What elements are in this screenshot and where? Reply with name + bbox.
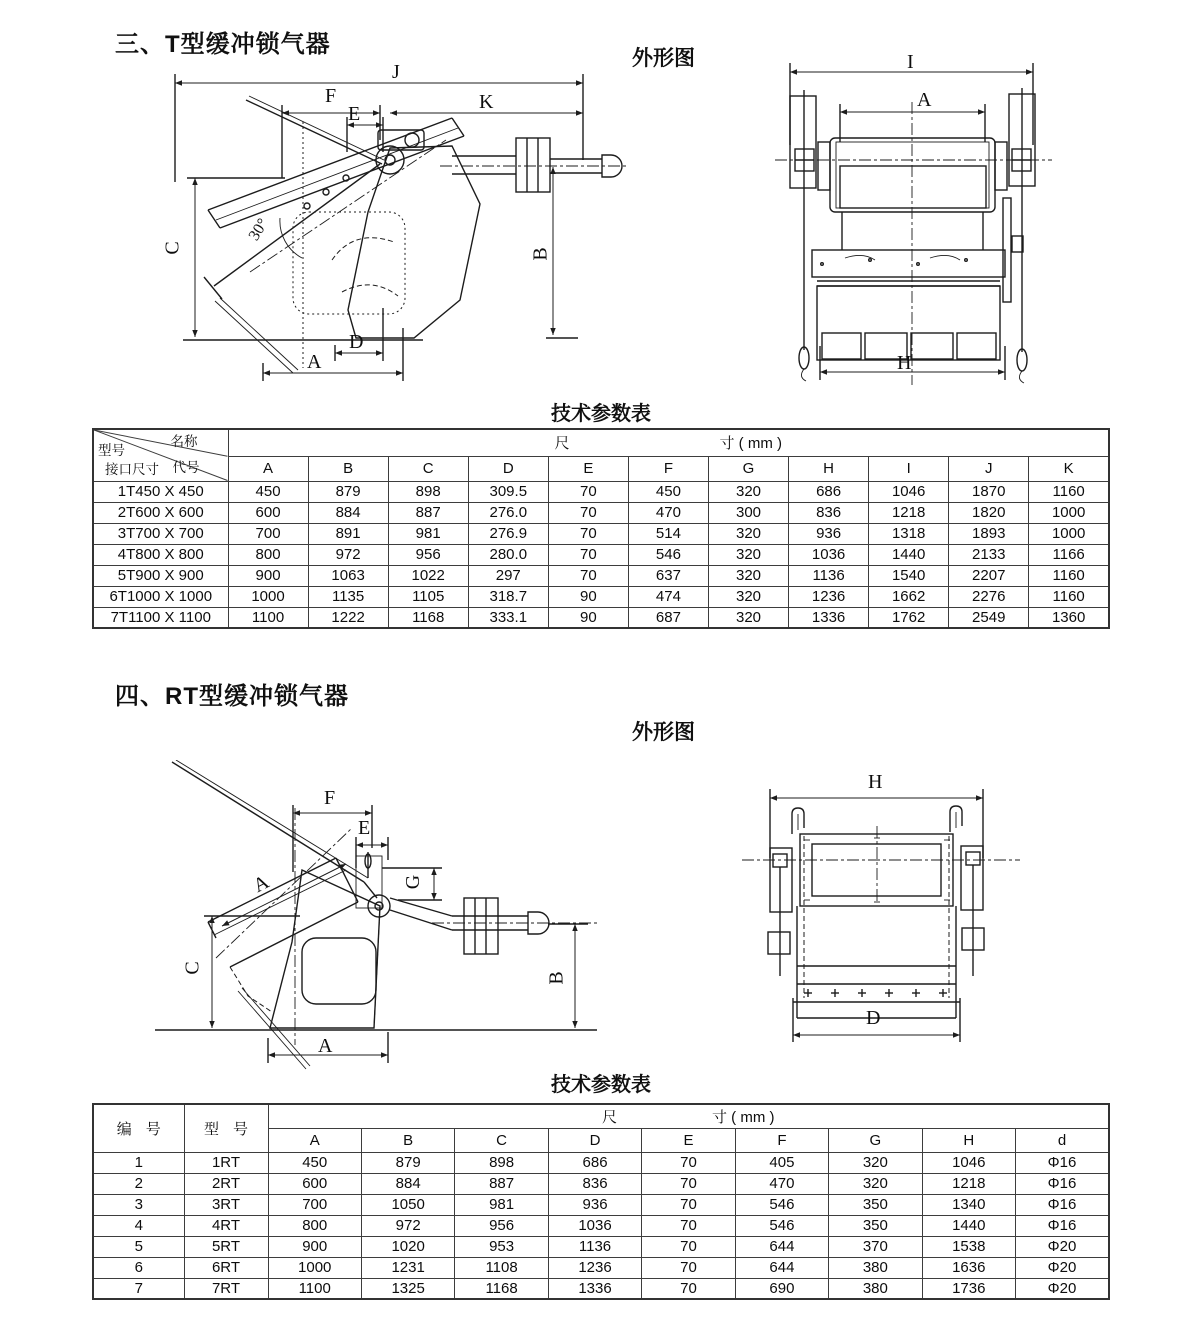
table-cell: 1136 <box>789 565 869 586</box>
table-cell: 280.0 <box>468 544 548 565</box>
column-header: D <box>548 1128 641 1152</box>
column-header: H <box>789 456 869 481</box>
column-header: d <box>1016 1128 1110 1152</box>
table-cell: 276.0 <box>468 502 548 523</box>
table-cell: 972 <box>308 544 388 565</box>
table-cell: 2207 <box>949 565 1029 586</box>
table-cell: 891 <box>308 523 388 544</box>
table-cell: 70 <box>642 1278 735 1299</box>
dim-header-left: 尺 <box>602 1108 618 1126</box>
number-cell: 3 <box>93 1194 184 1215</box>
table-cell: 276.9 <box>468 523 548 544</box>
table-row <box>93 1173 1109 1194</box>
table-cell: 70 <box>548 481 628 502</box>
model-cell: 1T450 X 450 <box>93 481 228 502</box>
table-cell: 981 <box>388 523 468 544</box>
column-header: C <box>388 456 468 481</box>
number-cell: 6 <box>93 1257 184 1278</box>
table-cell: 836 <box>548 1173 641 1194</box>
table-cell: 1222 <box>308 607 388 628</box>
table-row <box>93 607 1109 628</box>
table-cell: 70 <box>548 565 628 586</box>
table-cell: 637 <box>628 565 708 586</box>
table-cell: 90 <box>548 586 628 607</box>
table-cell: 1218 <box>922 1173 1015 1194</box>
table-cell: 953 <box>455 1236 548 1257</box>
table-cell: 1160 <box>1029 481 1109 502</box>
table-cell: 887 <box>455 1173 548 1194</box>
dim-label-A: A <box>917 89 932 111</box>
table-row <box>93 523 1109 544</box>
model-cell: 7RT <box>184 1278 268 1299</box>
table-row <box>93 586 1109 607</box>
dim-label-H: H <box>868 771 883 793</box>
table-cell: 546 <box>735 1215 828 1236</box>
table-cell: 1160 <box>1029 586 1109 607</box>
table-cell: 1318 <box>869 523 949 544</box>
table-cell: 2549 <box>949 607 1029 628</box>
column-header: E <box>548 456 628 481</box>
table-cell: Φ16 <box>1016 1194 1110 1215</box>
table-cell: 884 <box>361 1173 454 1194</box>
table-cell: 956 <box>388 544 468 565</box>
table-cell: 1762 <box>869 607 949 628</box>
table-cell: 898 <box>388 481 468 502</box>
table-cell: 936 <box>548 1194 641 1215</box>
table-cell: 1063 <box>308 565 388 586</box>
table-cell: 879 <box>308 481 388 502</box>
table-cell: 700 <box>228 523 308 544</box>
corner-label-name: 名称 <box>170 434 198 449</box>
table-cell: 1168 <box>455 1278 548 1299</box>
table-cell: 1000 <box>1029 502 1109 523</box>
table-cell: 320 <box>829 1152 922 1173</box>
model-cell: 1RT <box>184 1152 268 1173</box>
model-cell: 5RT <box>184 1236 268 1257</box>
table-row <box>93 544 1109 565</box>
table-cell: 800 <box>228 544 308 565</box>
table-cell: 380 <box>829 1278 922 1299</box>
table-cell: 600 <box>268 1173 361 1194</box>
table-cell: 320 <box>708 586 788 607</box>
table-cell: 90 <box>548 607 628 628</box>
column-header: I <box>869 456 949 481</box>
column-header: B <box>361 1128 454 1152</box>
table-cell: 350 <box>829 1215 922 1236</box>
section-rt-outline-label: 外形图 <box>632 721 695 744</box>
rt-type-parameter-table <box>92 1103 1110 1300</box>
dim-label-B: B <box>529 247 552 261</box>
rt-type-table-body <box>93 1152 1109 1299</box>
column-header: E <box>642 1128 735 1152</box>
table-cell: 70 <box>642 1173 735 1194</box>
dim-header-right: 寸 ( mm ) <box>712 1108 775 1126</box>
t-type-parameter-table <box>92 428 1110 629</box>
model-cell: 4RT <box>184 1215 268 1236</box>
table-cell: 1100 <box>228 607 308 628</box>
table-cell: 546 <box>628 544 708 565</box>
table-cell: 686 <box>548 1152 641 1173</box>
dimension-span-header <box>228 429 1109 456</box>
table-cell: 450 <box>628 481 708 502</box>
dim-header-right: 寸 ( mm ) <box>719 435 782 453</box>
table-cell: 70 <box>642 1215 735 1236</box>
table-cell: 474 <box>628 586 708 607</box>
table-cell: 350 <box>829 1194 922 1215</box>
table-cell: 1336 <box>789 607 869 628</box>
rt-type-side-view-linework <box>150 760 630 1070</box>
table-cell: 1820 <box>949 502 1029 523</box>
table-cell: 70 <box>642 1257 735 1278</box>
table-row <box>93 481 1109 502</box>
rt-type-front-view-drawing <box>740 770 1070 1060</box>
table-cell: 320 <box>708 481 788 502</box>
table-row <box>93 1152 1109 1173</box>
table-cell: 1136 <box>548 1236 641 1257</box>
table-cell: 1893 <box>949 523 1029 544</box>
column-header: F <box>735 1128 828 1152</box>
table-cell: 1440 <box>869 544 949 565</box>
table-cell: 1160 <box>1029 565 1109 586</box>
column-header-number: 编号 <box>93 1104 184 1152</box>
column-letter-row <box>93 456 1109 481</box>
table-cell: 836 <box>789 502 869 523</box>
section-rt-heading: 四、RT型缓冲锁气器 <box>115 683 349 710</box>
table-cell: 1736 <box>922 1278 1015 1299</box>
table-cell: 686 <box>789 481 869 502</box>
table-cell: 1336 <box>548 1278 641 1299</box>
section-t-outline-label: 外形图 <box>632 47 695 70</box>
dim-label-A-diagonal: A <box>249 870 273 898</box>
table-cell: 1166 <box>1029 544 1109 565</box>
table-cell: 318.7 <box>468 586 548 607</box>
t-type-table-body <box>93 481 1109 628</box>
table-cell: 981 <box>455 1194 548 1215</box>
table-row <box>93 1257 1109 1278</box>
number-cell: 5 <box>93 1236 184 1257</box>
table-cell: 1360 <box>1029 607 1109 628</box>
table-cell: Φ20 <box>1016 1236 1110 1257</box>
table-cell: 470 <box>735 1173 828 1194</box>
table-cell: 380 <box>829 1257 922 1278</box>
table-cell: 1020 <box>361 1236 454 1257</box>
table-cell: 320 <box>708 565 788 586</box>
table-cell: 70 <box>548 502 628 523</box>
model-cell: 3T700 X 700 <box>93 523 228 544</box>
table-cell: 320 <box>708 523 788 544</box>
column-header: K <box>1029 456 1109 481</box>
dim-label-D: D <box>349 331 364 353</box>
dim-label-angle: 30° <box>245 215 272 244</box>
table-cell: 956 <box>455 1215 548 1236</box>
dim-label-J: J <box>392 61 400 83</box>
table-cell: 800 <box>268 1215 361 1236</box>
table-cell: 320 <box>829 1173 922 1194</box>
table-row <box>93 1215 1109 1236</box>
table-row <box>93 1236 1109 1257</box>
table-cell: 514 <box>628 523 708 544</box>
table-cell: 1046 <box>869 481 949 502</box>
table-cell: 972 <box>361 1215 454 1236</box>
table-cell: 320 <box>708 607 788 628</box>
model-cell: 5T900 X 900 <box>93 565 228 586</box>
column-header: A <box>228 456 308 481</box>
dim-label-E: E <box>358 817 371 839</box>
table-cell: 690 <box>735 1278 828 1299</box>
table-cell: 1340 <box>922 1194 1015 1215</box>
dim-header-left: 尺 <box>554 435 570 453</box>
rt-type-front-view-linework <box>740 770 1070 1060</box>
dim-label-B: B <box>545 971 568 985</box>
column-header: J <box>949 456 1029 481</box>
table-cell: 1538 <box>922 1236 1015 1257</box>
table-cell: 450 <box>228 481 308 502</box>
number-cell: 1 <box>93 1152 184 1173</box>
column-header: A <box>268 1128 361 1152</box>
table-row <box>93 1194 1109 1215</box>
model-cell: 2RT <box>184 1173 268 1194</box>
table-cell: 370 <box>829 1236 922 1257</box>
table-cell: 900 <box>228 565 308 586</box>
dimension-span-header <box>268 1104 1109 1128</box>
table-cell: 297 <box>468 565 548 586</box>
number-cell: 4 <box>93 1215 184 1236</box>
table-cell: 1105 <box>388 586 468 607</box>
table-cell: 900 <box>268 1236 361 1257</box>
table-cell: 1050 <box>361 1194 454 1215</box>
table-cell: 70 <box>548 523 628 544</box>
table-cell: 333.1 <box>468 607 548 628</box>
table-cell: 600 <box>228 502 308 523</box>
table-cell: 884 <box>308 502 388 523</box>
table-cell: 320 <box>708 544 788 565</box>
table-cell: 2276 <box>949 586 1029 607</box>
table-row <box>93 502 1109 523</box>
table-cell: 70 <box>642 1236 735 1257</box>
table-cell: Φ16 <box>1016 1152 1110 1173</box>
rt-type-parameter-table-wrap <box>92 1103 1110 1300</box>
rt-type-table-title: 技术参数表 <box>551 1074 651 1096</box>
table-cell: 1540 <box>869 565 949 586</box>
table-header-row <box>93 1104 1109 1128</box>
number-cell: 2 <box>93 1173 184 1194</box>
dim-label-C: C <box>161 241 184 255</box>
table-cell: 1236 <box>789 586 869 607</box>
table-cell: 70 <box>642 1152 735 1173</box>
dim-label-H: H <box>897 352 912 374</box>
table-row <box>93 1278 1109 1299</box>
table-cell: 687 <box>628 607 708 628</box>
t-type-parameter-table-wrap <box>92 428 1110 629</box>
column-header: B <box>308 456 388 481</box>
table-cell: 70 <box>548 544 628 565</box>
table-cell: 546 <box>735 1194 828 1215</box>
dim-label-A: A <box>307 351 322 373</box>
table-cell: 644 <box>735 1257 828 1278</box>
table-cell: 1108 <box>455 1257 548 1278</box>
table-cell: 1236 <box>548 1257 641 1278</box>
table-cell: 1046 <box>922 1152 1015 1173</box>
table-cell: 1662 <box>869 586 949 607</box>
table-cell: Φ16 <box>1016 1215 1110 1236</box>
table-cell: 405 <box>735 1152 828 1173</box>
model-cell: 3RT <box>184 1194 268 1215</box>
table-cell: Φ20 <box>1016 1257 1110 1278</box>
table-cell: 1100 <box>268 1278 361 1299</box>
table-cell: 1870 <box>949 481 1029 502</box>
table-cell: Φ20 <box>1016 1278 1110 1299</box>
dim-label-G: G <box>402 874 425 890</box>
table-cell: 309.5 <box>468 481 548 502</box>
rt-type-side-view-drawing <box>150 760 630 1070</box>
table-cell: 70 <box>642 1194 735 1215</box>
table-header-row <box>93 429 1109 456</box>
table-cell: 1022 <box>388 565 468 586</box>
table-cell: 1325 <box>361 1278 454 1299</box>
column-header: G <box>829 1128 922 1152</box>
table-cell: 1231 <box>361 1257 454 1278</box>
corner-label-model: 型号 <box>98 443 125 458</box>
t-type-side-view-linework <box>150 60 630 400</box>
table-cell: 1000 <box>228 586 308 607</box>
section-t-heading: 三、T型缓冲锁气器 <box>115 31 331 58</box>
column-header: G <box>708 456 788 481</box>
t-type-side-view-drawing <box>150 60 630 400</box>
table-cell: Φ16 <box>1016 1173 1110 1194</box>
column-header: D <box>468 456 548 481</box>
table-cell: 1036 <box>548 1215 641 1236</box>
table-cell: 700 <box>268 1194 361 1215</box>
dim-label-K: K <box>479 91 494 113</box>
number-cell: 7 <box>93 1278 184 1299</box>
table-cell: 1440 <box>922 1215 1015 1236</box>
table-cell: 879 <box>361 1152 454 1173</box>
column-header: H <box>922 1128 1015 1152</box>
t-type-front-view-drawing <box>760 50 1090 400</box>
t-type-table-title: 技术参数表 <box>551 403 651 425</box>
dim-label-D: D <box>866 1007 881 1029</box>
table-cell: 644 <box>735 1236 828 1257</box>
table-row <box>93 565 1109 586</box>
table-cell: 898 <box>455 1152 548 1173</box>
corner-header-cell <box>93 429 228 481</box>
table-cell: 1135 <box>308 586 388 607</box>
column-header: C <box>455 1128 548 1152</box>
model-cell: 6T1000 X 1000 <box>93 586 228 607</box>
model-cell: 6RT <box>184 1257 268 1278</box>
table-cell: 936 <box>789 523 869 544</box>
table-cell: 1218 <box>869 502 949 523</box>
table-cell: 1000 <box>268 1257 361 1278</box>
table-cell: 470 <box>628 502 708 523</box>
dim-label-F: F <box>324 787 336 809</box>
dim-label-I: I <box>907 51 914 73</box>
model-cell: 7T1100 X 1100 <box>93 607 228 628</box>
model-cell: 4T800 X 800 <box>93 544 228 565</box>
table-cell: 2133 <box>949 544 1029 565</box>
table-cell: 300 <box>708 502 788 523</box>
dim-label-C: C <box>181 961 204 975</box>
model-cell: 2T600 X 600 <box>93 502 228 523</box>
table-cell: 1036 <box>789 544 869 565</box>
column-header-model: 型号 <box>184 1104 268 1152</box>
column-header: F <box>628 456 708 481</box>
corner-label-size: 接口尺寸 <box>105 462 159 477</box>
table-cell: 887 <box>388 502 468 523</box>
table-cell: 1168 <box>388 607 468 628</box>
corner-label-code: 代号 <box>172 460 200 475</box>
dim-label-E: E <box>348 103 361 125</box>
dim-label-F: F <box>325 85 337 107</box>
table-cell: 1636 <box>922 1257 1015 1278</box>
table-cell: 450 <box>268 1152 361 1173</box>
table-cell: 1000 <box>1029 523 1109 544</box>
dim-label-A-bottom: A <box>318 1035 333 1057</box>
